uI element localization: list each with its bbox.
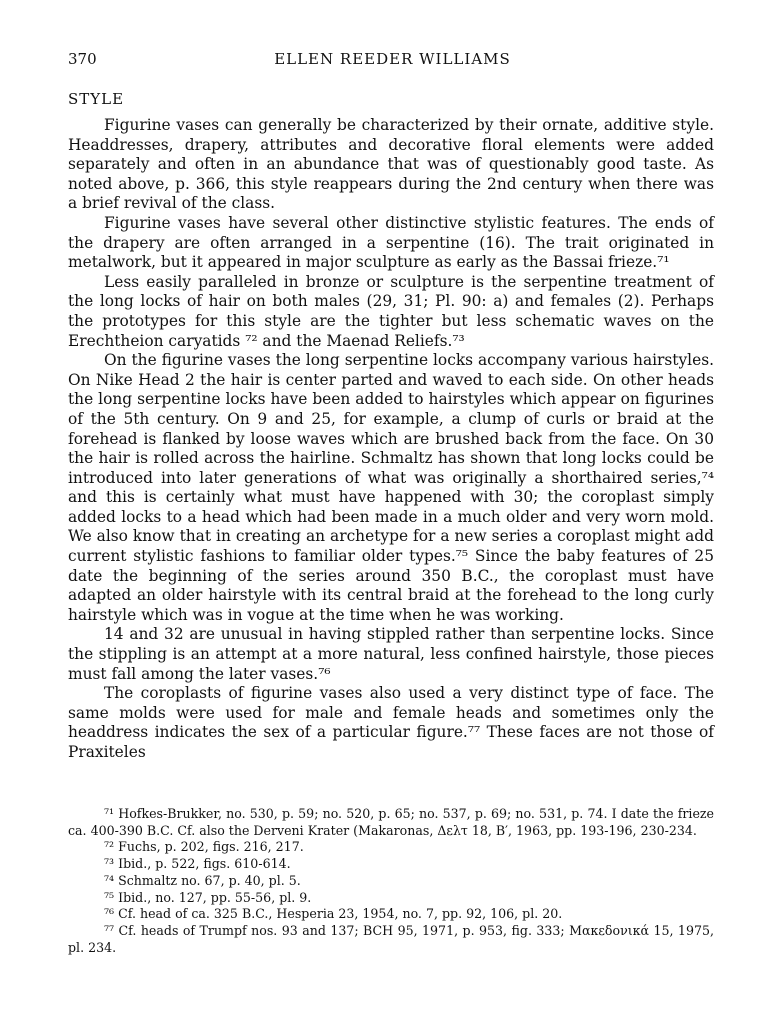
paragraph: On the figurine vases the long serpentine locks accompany various hairstyles. On Nike Head 2 the hair is center parted and waved to each side. On other heads the long serpentine locks have been added to hairstyles which appear on figurines of the 5th century. On 9 and 25, for example, a clump of curls or braid at the forehead is flanked by loose waves which are brushed back from the face. On 30 the hair is rolled across the hairline. Schmaltz has shown that long locks could be introduced into later generations of what was originally a shorthaired series,⁷⁴ and this is certainly what must have happened with 30; the coroplast simply added locks to a head which had been made in a much older and very worn mold. We also know that in creating an archetype for a new series a coroplast might add current stylistic fashions to familiar older types.⁷⁵ Since the baby features of 25 date the beginning of the series around 350 B.C., the coroplast must have adapted an older hairstyle with its central braid at the forehead to the long curly hairstyle which was in vogue at the time when he was working. — [68, 351, 714, 624]
section-heading: STYLE — [68, 90, 125, 108]
footnote-71: ⁷¹ Hofkes-Brukker, no. 530, p. 59; no. 520, p. 65; no. 537, p. 69; no. 531, p. 74. I date the frieze ca. 400-390 B.C. Cf. also the Derveni Krater (Makaronas, Δελτ 18, Β′, 1963, pp. 193-196, 230-234. — [68, 806, 714, 838]
paragraph: Less easily paralleled in bronze or sculpture is the serpentine treatment of the long locks of hair on both males (29, 31; Pl. 90: a) and females (2). Perhaps the prototypes for this style are the tighter but less schematic waves on the Erechtheion caryatids ⁷² and the Maenad Reliefs.⁷³ — [68, 272, 714, 350]
paragraph: Figurine vases have several other distinctive stylistic features. The ends of the drapery are often arranged in a serpentine (16). The trait originated in metalwork, but it appeared in major sculpture as early as the Bassai frieze.⁷¹ — [68, 213, 714, 272]
footnotes — [68, 806, 714, 956]
running-head — [68, 50, 717, 72]
footnote-74: ⁷⁴ Schmaltz no. 67, p. 40, pl. 5. — [104, 872, 301, 888]
footnote-76: ⁷⁶ Cf. head of ca. 325 B.C., Hesperia 23, 1954, no. 7, pp. 92, 106, pl. 20. — [104, 906, 563, 922]
footnote-77: ⁷⁷ Cf. heads of Trumpf nos. 93 and 137; BCH 95, 1971, p. 953, fig. 333; Μακεδονικά 15, 1975, pl. 234. — [68, 922, 714, 955]
footnote-73: ⁷³ Ibid., p. 522, figs. 610-614. — [104, 856, 291, 872]
paragraph: 14 and 32 are unusual in having stippled rather than serpentine locks. Since the stippling is an attempt at a more natural, less confined hairstyle, those pieces must fall among the later vases.⁷⁶ — [68, 625, 714, 683]
page-number: 370 — [68, 50, 97, 68]
running-head-author: ELLEN REEDER WILLIAMS — [274, 50, 511, 68]
body-text — [68, 116, 714, 763]
footnote-75: ⁷⁵ Ibid., no. 127, pp. 55-56, pl. 9. — [104, 889, 312, 905]
footnote-72: ⁷² Fuchs, p. 202, figs. 216, 217. — [104, 839, 304, 855]
paragraph: Figurine vases can generally be characterized by their ornate, additive style. Headdresses, drapery, attributes and decorative floral elements were added separately and often in an abundance that was of questionably good taste. As noted above, p. 366, this style reappears during the 2nd century when there was a brief revival of the class. — [68, 116, 714, 213]
paragraph: The coroplasts of figurine vases also used a very distinct type of face. The same molds were used for male and female heads and sometimes only the headdress indicates the sex of a particular figure.⁷⁷ These faces are not those of Praxiteles — [68, 684, 714, 761]
